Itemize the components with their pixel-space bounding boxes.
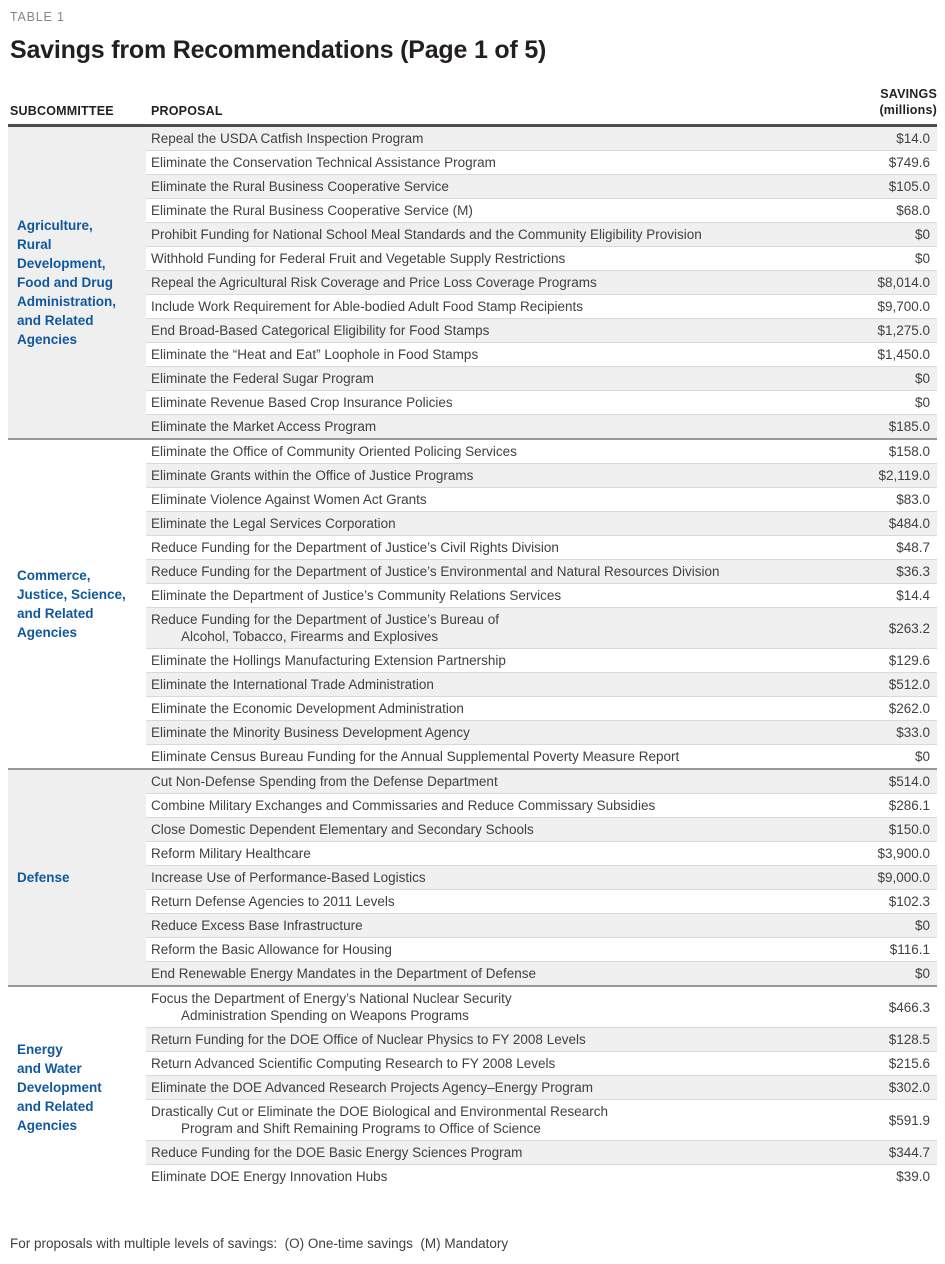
table-row [146,198,937,222]
table-row [146,817,937,841]
table-row [146,246,937,270]
table-row [146,366,937,390]
table-row [146,889,937,913]
savings-value: $116.1 [889,942,930,957]
savings-value: $514.0 [888,774,930,789]
savings-value: $102.3 [888,894,930,909]
savings-value: $185.0 [888,419,930,434]
savings-value: $1,275.0 [877,323,930,338]
table-row [146,1099,937,1140]
table-row [146,913,937,937]
table-row [146,487,937,511]
table-row [146,648,937,672]
savings-value: $0 [914,395,930,410]
column-header-subcommittee: SUBCOMMITTEE [10,104,114,118]
table-header-row [8,86,937,127]
savings-value: $2,119.0 [878,468,930,483]
savings-value: $0 [914,227,930,242]
proposal-cell: End Renewable Energy Mandates in the Department of Defense [151,966,536,981]
table-body [8,127,937,1188]
proposal-cell: Reform the Basic Allowance for Housing [151,942,392,957]
proposal-cell: Return Defense Agencies to 2011 Levels [151,894,395,909]
savings-value: $215.6 [888,1056,930,1071]
subcommittee-label: Energy and Water Development and Related Agencies [17,1042,102,1133]
savings-value: $512.0 [888,677,930,692]
proposal-cell: Reduce Funding for the Department of Justice’s Civil Rights Division [151,540,559,555]
proposal-cell: Cut Non-Defense Spending from the Defense Department [151,774,498,789]
proposal-cell: Reduce Funding for the Department of Justice’s Bureau of Alcohol, Tobacco, Firearms and Explosives [151,612,499,644]
table-row [146,1140,937,1164]
table-row [146,987,937,1027]
table-row [146,1075,937,1099]
proposal-cell: Close Domestic Dependent Elementary and Secondary Schools [151,822,534,837]
table-row [146,222,937,246]
table-row [146,463,937,487]
savings-value: $302.0 [888,1080,930,1095]
table-row [146,696,937,720]
proposal-cell: Eliminate the DOE Advanced Research Projects Agency–Energy Program [151,1080,593,1095]
proposal-cell: Eliminate Grants within the Office of Justice Programs [151,468,474,483]
table-number-label: TABLE 1 [10,10,65,24]
page-title: Savings from Recommendations (Page 1 of 5) [10,36,547,64]
savings-value: $344.7 [888,1145,930,1160]
table-row [146,127,937,150]
column-header-savings-line1: SAVINGS [880,87,937,101]
column-header-proposal: PROPOSAL [151,104,223,118]
group-rows [146,987,937,1188]
savings-value: $48.7 [896,540,930,555]
proposal-cell: Include Work Requirement for Able-bodied Adult Food Stamp Recipients [151,299,583,314]
group-rows [146,440,937,768]
proposal-cell: Eliminate Revenue Based Crop Insurance Policies [151,395,453,410]
savings-value: $9,700.0 [877,299,930,314]
savings-value: $263.2 [888,620,930,636]
subcommittee-cell [8,770,146,985]
savings-value: $150.0 [888,822,930,837]
proposal-cell: Eliminate the Rural Business Cooperative Service [151,179,449,194]
table-row [146,1027,937,1051]
proposal-cell: Prohibit Funding for National School Meal Standards and the Community Eligibility Provision [151,227,702,242]
savings-value: $158.0 [888,444,930,459]
savings-value: $129.6 [888,653,930,668]
table-row [146,744,937,768]
proposal-cell: Eliminate DOE Energy Innovation Hubs [151,1169,388,1184]
savings-value: $0 [914,966,930,981]
subcommittee-group [8,127,937,438]
subcommittee-label: Agriculture, Rural Development, Food and Drug Administration, and Related Agencies [17,218,117,347]
subcommittee-group [8,985,937,1188]
savings-value: $39.0 [896,1169,930,1184]
savings-value: $105.0 [888,179,930,194]
proposal-cell: Eliminate the Hollings Manufacturing Extension Partnership [151,653,506,668]
subcommittee-group [8,438,937,768]
table-row [146,961,937,985]
subcommittee-label: Defense [17,870,70,885]
savings-value: $36.3 [896,564,930,579]
proposal-cell: Return Funding for the DOE Office of Nuclear Physics to FY 2008 Levels [151,1032,586,1047]
savings-value: $14.4 [896,588,930,603]
proposal-cell: Combine Military Exchanges and Commissaries and Reduce Commissary Subsidies [151,798,656,813]
proposal-cell: Reform Military Healthcare [151,846,311,861]
savings-value: $128.5 [888,1032,930,1047]
savings-value: $0 [914,251,930,266]
table-row [146,150,937,174]
table-row [146,440,937,463]
proposal-cell: Repeal the USDA Catfish Inspection Program [151,131,424,146]
proposal-cell: Focus the Department of Energy’s National Nuclear Security Administration Spending on Weapons Programs [151,991,512,1023]
savings-value: $9,000.0 [877,870,930,885]
savings-value: $68.0 [896,203,930,218]
proposal-cell: Eliminate the Minority Business Development Agency [151,725,470,740]
savings-value: $3,900.0 [877,846,930,861]
savings-value: $591.9 [888,1112,930,1128]
table-row [146,318,937,342]
table-row [146,559,937,583]
proposal-cell: Eliminate Census Bureau Funding for the Annual Supplemental Poverty Measure Report [151,749,680,764]
subcommittee-label: Commerce, Justice, Science, and Related Agencies [17,568,126,640]
savings-value: $262.0 [888,701,930,716]
table-row [146,770,937,793]
savings-value: $83.0 [896,492,930,507]
proposal-cell: Eliminate Violence Against Women Act Grants [151,492,427,507]
table-row [146,342,937,366]
proposal-cell: Eliminate the Department of Justice’s Community Relations Services [151,588,562,603]
proposal-cell: Eliminate the Office of Community Oriented Policing Services [151,444,517,459]
group-rows [146,770,937,985]
group-rows [146,127,937,438]
column-header-savings-line2: (millions) [879,103,937,117]
savings-value: $8,014.0 [877,275,930,290]
savings-value: $1,450.0 [877,347,930,362]
subcommittee-group [8,768,937,985]
table-row [146,535,937,559]
proposal-cell: Return Advanced Scientific Computing Research to FY 2008 Levels [151,1056,556,1071]
proposal-cell: Eliminate the International Trade Administration [151,677,434,692]
savings-value: $286.1 [888,798,930,813]
proposal-cell: Increase Use of Performance-Based Logistics [151,870,426,885]
table-row [146,511,937,535]
subcommittee-cell [8,987,146,1188]
proposal-cell: Eliminate the Legal Services Corporation [151,516,396,531]
proposal-cell: Reduce Excess Base Infrastructure [151,918,363,933]
table-row [146,414,937,438]
table-row [146,793,937,817]
savings-value: $0 [914,749,930,764]
proposal-cell: Eliminate the Market Access Program [151,419,377,434]
table-row [146,1051,937,1075]
table-row [146,174,937,198]
proposal-cell: Eliminate the Conservation Technical Assistance Program [151,155,496,170]
proposal-cell: Reduce Funding for the DOE Basic Energy Sciences Program [151,1145,523,1160]
savings-value: $484.0 [888,516,930,531]
table-row [146,583,937,607]
proposal-cell: Eliminate the Rural Business Cooperative Service (M) [151,203,473,218]
proposal-cell: Eliminate the Federal Sugar Program [151,371,374,386]
savings-value: $14.0 [896,131,930,146]
footnote: For proposals with multiple levels of savings: (O) One-time savings (M) Mandatory [10,1236,509,1251]
proposal-cell: Repeal the Agricultural Risk Coverage and Price Loss Coverage Programs [151,275,597,290]
table-row [146,865,937,889]
savings-value: $749.6 [888,155,930,170]
table-row [146,841,937,865]
proposal-cell: Withhold Funding for Federal Fruit and Vegetable Supply Restrictions [151,251,566,266]
savings-value: $0 [914,371,930,386]
table-row [146,270,937,294]
subcommittee-cell [8,127,146,438]
savings-value: $33.0 [896,725,930,740]
proposal-cell: Reduce Funding for the Department of Justice’s Environmental and Natural Resources Division [151,564,720,579]
proposal-cell: Eliminate the “Heat and Eat” Loophole in Food Stamps [151,347,479,362]
subcommittee-cell [8,440,146,768]
table-row [146,672,937,696]
proposal-cell: Eliminate the Economic Development Administration [151,701,464,716]
table-row [146,937,937,961]
proposal-cell: Drastically Cut or Eliminate the DOE Biological and Environmental Research Program and Shift Remaining Programs to Office of Science [151,1104,608,1136]
savings-value: $0 [914,918,930,933]
table-row [146,294,937,318]
table-row [146,1164,937,1188]
table-row [146,390,937,414]
proposal-cell: End Broad-Based Categorical Eligibility for Food Stamps [151,323,490,338]
table-row [146,720,937,744]
table-row [146,607,937,648]
savings-value: $466.3 [888,999,930,1015]
column-header-savings [817,86,937,118]
